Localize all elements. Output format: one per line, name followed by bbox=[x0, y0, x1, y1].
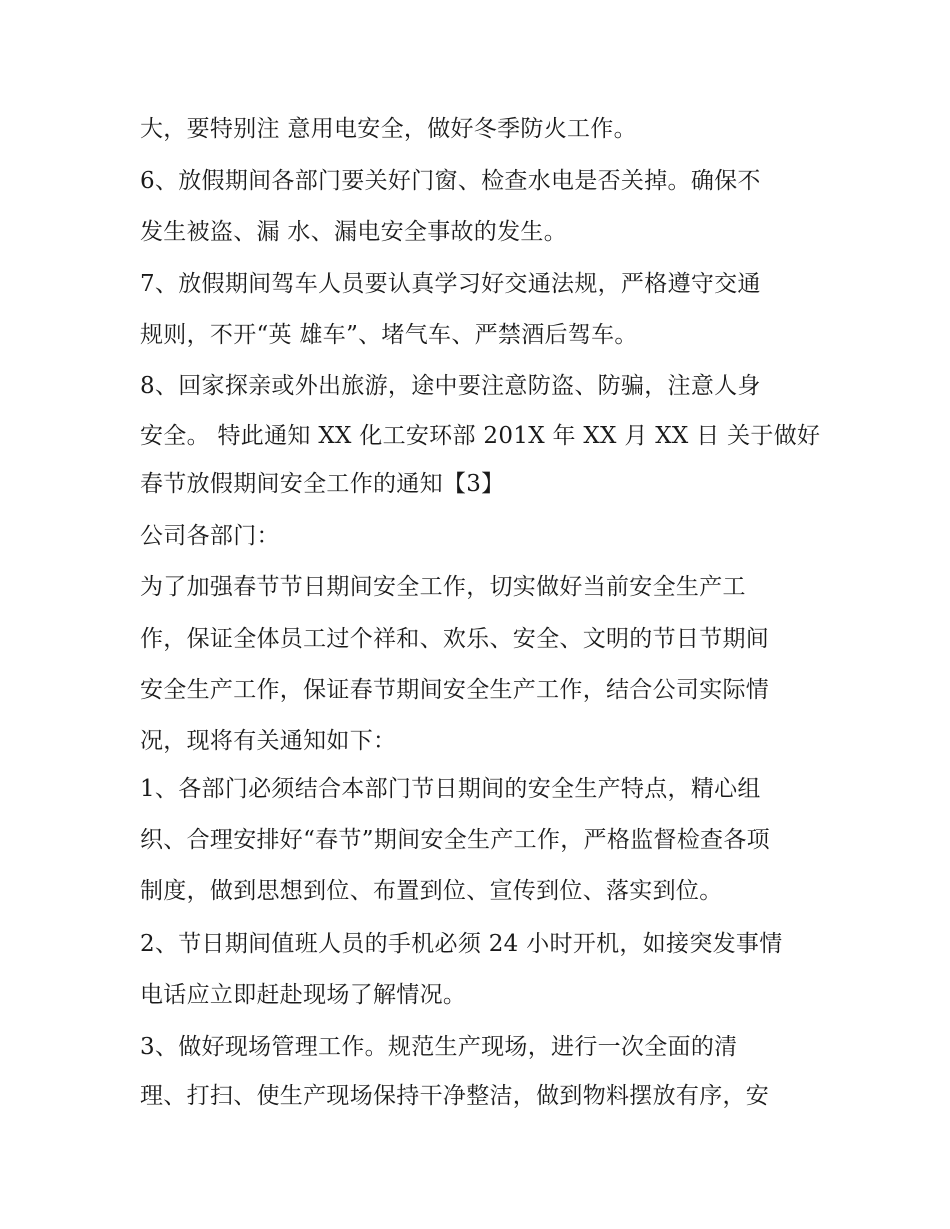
text-line: 7、放假期间驾车人员要认真学习好交通法规，严格遵守交通 bbox=[140, 271, 761, 297]
text-line: 织、合理安排好“春节”期间安全生产工作，严格监督检查各项 bbox=[140, 827, 770, 853]
text-line: 电话应立即赶赴现场了解情况。 bbox=[140, 982, 467, 1008]
document-subtitle: 春节放假期间安全工作的通知【3】 bbox=[140, 471, 505, 497]
text-line: 8、回家探亲或外出旅游，途中要注意防盗、防骗，注意人身 bbox=[140, 373, 761, 399]
text-line: 发生被盗、漏 水、漏电安全事故的发生。 bbox=[140, 219, 568, 245]
text-line: 规则，不开“英 雄车”、堵气车、严禁酒后驾车。 bbox=[140, 322, 638, 348]
text-line: 制度，做到思想到位、布置到位、宣传到位、落实到位。 bbox=[140, 878, 723, 904]
text-line: 况，现将有关通知如下： bbox=[140, 728, 397, 754]
text-line: 6、放假期间各部门要关好门窗、检查水电是否关掉。确保不 bbox=[140, 168, 761, 194]
text-line: 1、各部门必须结合本部门节日期间的安全生产特点，精心组 bbox=[140, 776, 761, 802]
text-line: 安全生产工作，保证春节期间安全生产工作，结合公司实际情 bbox=[140, 677, 770, 703]
text-line: 为了加强春节节日期间安全工作，切实做好当前安全生产工 bbox=[140, 574, 746, 600]
text-line: 2、节日期间值班人员的手机必须 24 小时开机，如接突发事情 bbox=[140, 931, 783, 957]
text-line: 理、打扫、使生产现场保持干净整洁，做到物料摆放有序，安 bbox=[140, 1083, 770, 1109]
salutation: 公司各部门： bbox=[140, 523, 280, 549]
text-line: 作，保证全体员工过个祥和、欢乐、安全、文明的节日节期间 bbox=[140, 626, 770, 652]
text-line: 大，要特别注 意用电安全，做好冬季防火工作。 bbox=[140, 116, 637, 142]
text-line: 安全。 特此通知 XX 化工安环部 201X 年 XX 月 XX 日 关于做好 bbox=[140, 423, 821, 449]
text-line: 3、做好现场管理工作。规范生产现场，进行一次全面的清 bbox=[140, 1034, 738, 1060]
